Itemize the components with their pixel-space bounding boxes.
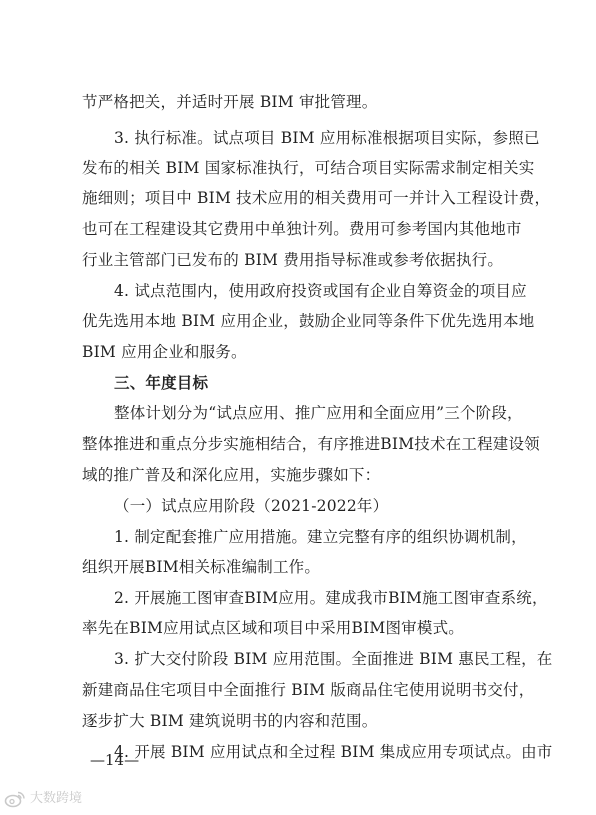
subsection-heading: （一）试点应用阶段（2021-2022年） (114, 497, 389, 515)
weibo-logo-icon (4, 790, 26, 808)
text-line: 节严格把关，并适时开展 BIM 审批管理。 (82, 93, 378, 111)
text-line: 新建商品住宅项目中全面推行 BIM 版商品住宅使用说明书交付， (82, 681, 535, 699)
section-heading: 三、年度目标 (114, 374, 209, 392)
text-line: 行业主管部门已发布的 BIM 费用指导标准或参考依据执行。 (82, 251, 504, 269)
text-line: 3. 扩大交付阶段 BIM 应用范围。全面推进 BIM 惠民工程，在 (114, 650, 553, 668)
text-line: BIM 应用企业和服务。 (82, 343, 247, 361)
text-line: 整体推进和重点分步实施相结合，有序推进BIM技术在工程建设领 (82, 435, 540, 453)
page-number: —14— (90, 751, 140, 769)
text-line: 4. 试点范围内，使用政府投资或国有企业自筹资金的项目应 (114, 282, 527, 300)
text-line: 优先选用本地 BIM 应用企业，鼓励企业同等条件下优先选用本地 (82, 312, 535, 330)
text-line: 整体计划分为“试点应用、推广应用和全面应用”三个阶段， (114, 404, 523, 422)
watermark-text: 大数跨境 (30, 791, 83, 806)
text-line: 率先在BIM应用试点区域和项目中采用BIM图审模式。 (82, 619, 464, 637)
text-line: 4. 开展 BIM 应用试点和全过程 BIM 集成应用专项试点。由市 (114, 743, 553, 761)
text-line: 2. 开展施工图审查BIM应用。建成我市BIM施工图审查系统， (114, 589, 548, 607)
text-line: 施细则；项目中 BIM 技术应用的相关费用可一并计入工程设计费， (82, 189, 551, 207)
watermark (4, 790, 82, 808)
text-line: 组织开展BIM相关标准编制工作。 (82, 558, 321, 576)
text-line: 3. 执行标准。试点项目 BIM 应用标准根据项目实际，参照已 (114, 129, 540, 147)
text-line: 域的推广普及和深化应用，实施步骤如下： (82, 466, 381, 484)
text-line: 也可在工程建设其它费用中单独计列。费用可参考国内其他地市 (82, 220, 522, 238)
text-line: 逐步扩大 BIM 建筑说明书的内容和范围。 (82, 712, 378, 730)
text-line: 1. 制定配套推广应用措施。建立完整有序的组织协调机制， (114, 528, 527, 546)
text-line: 发布的相关 BIM 国家标准执行，可结合项目实际需求制定相关实 (82, 159, 535, 177)
